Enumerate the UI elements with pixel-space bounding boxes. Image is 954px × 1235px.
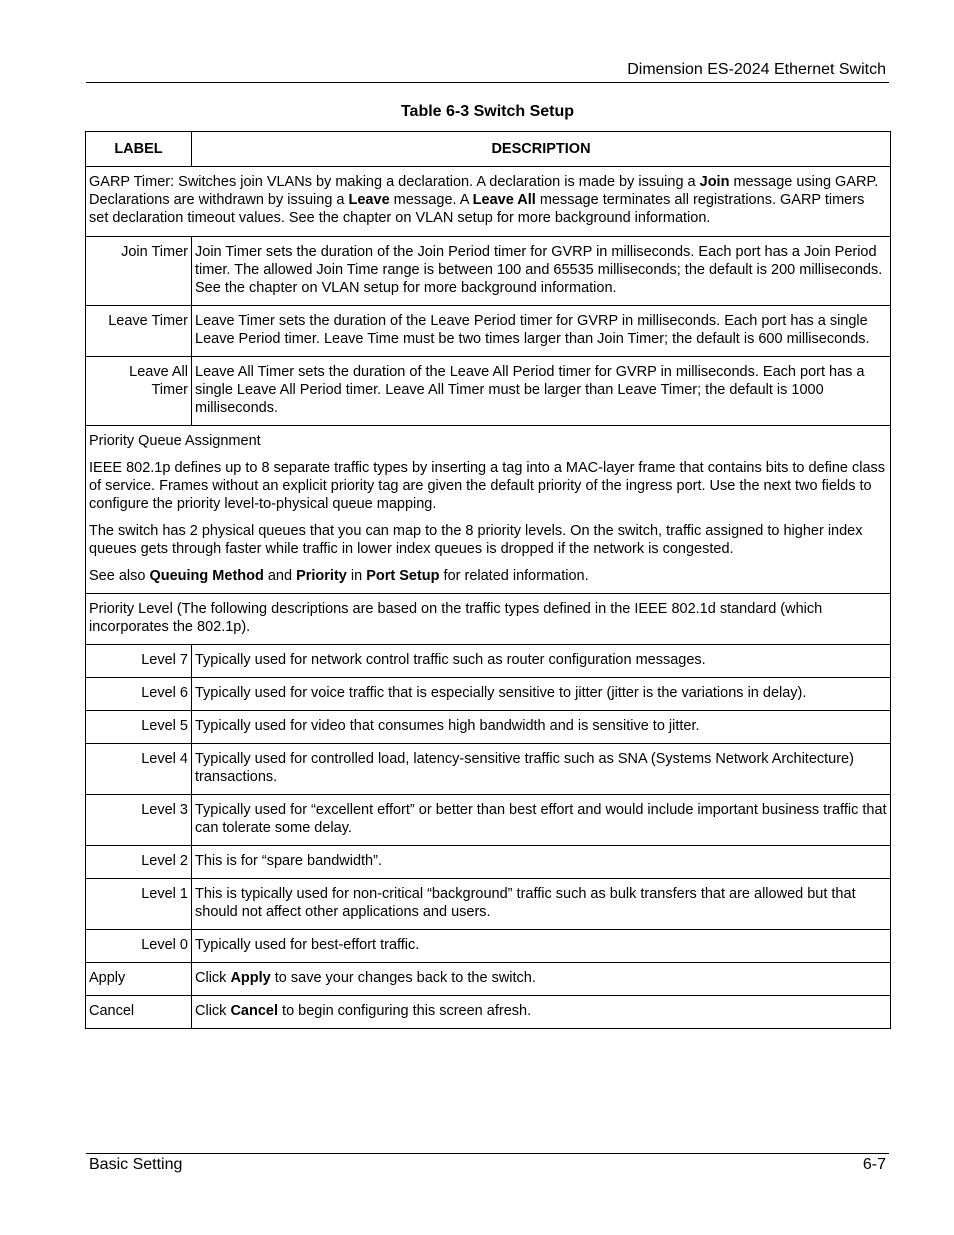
priority-queue-heading: Priority Queue Assignment [89,433,261,449]
see-bold-port-setup: Port Setup [366,568,440,584]
row-description: Typically used for network control traffic such as router configuration messages. [192,645,891,678]
footer-rule [86,1153,889,1154]
table-row-level-5 [86,711,891,744]
row-description: Typically used for “excellent effort” or better than best effort and would include important business traffic that can tolerate some delay. [192,795,891,846]
see-bold-priority: Priority [296,568,347,584]
garp-text-3: message. A [389,192,473,208]
garp-text-4: message terminates all registrations. GARP timers set declaration timeout values. See the chapter on VLAN setup for more background information. [89,192,865,226]
priority-queue-paragraph-1: IEEE 802.1p defines up to 8 separate traffic types by inserting a tag into a MAC-layer frame that contains bits to define class of service. Frames without an explicit priority tag are given the default priority of the ingress port. Use the next two fields to configure the priority level-to-physical queue mapping. [89,460,886,512]
row-label: Apply [86,963,192,996]
apply-text-2: to save your changes back to the switch. [270,970,536,986]
label-column-header: LABEL [86,132,192,167]
row-description [192,996,891,1029]
row-description: Join Timer sets the duration of the Join Period timer for GVRP in milliseconds. Each port has a Join Period timer. The allowed Join Time range is between 100 and 65535 milliseconds; the default is 200 milliseconds. See the chapter on VLAN setup for more background information. [192,237,891,306]
table-row-apply [86,963,891,996]
switch-setup-table [85,131,891,1029]
page-header-title: Dimension ES-2024 Ethernet Switch [627,61,886,78]
row-label: Leave All Timer [86,357,192,426]
see-text-2: and [263,568,297,584]
table-row-level-6 [86,678,891,711]
table-row-level-3 [86,795,891,846]
garp-text-1: GARP Timer: Switches join VLANs by making a declaration. A declaration is made by issuing a [89,174,700,190]
table-row-leave-timer [86,306,891,357]
table-row-join-timer [86,237,891,306]
priority-level-intro: Priority Level (The following descriptions are based on the traffic types defined in the IEEE 802.1d standard (which incorporates the 802.1p). [86,594,891,645]
table-row-level-4 [86,744,891,795]
garp-section-text [86,167,891,237]
row-label: Leave Timer [86,306,192,357]
see-text-4: for related information. [439,568,589,584]
priority-queue-see-also [89,567,887,585]
row-label: Level 4 [86,744,192,795]
cancel-text-2: to begin configuring this screen afresh. [278,1003,532,1019]
see-bold-queuing-method: Queuing Method [149,568,264,584]
row-description [192,963,891,996]
cancel-text-1: Click [195,1003,231,1019]
garp-section-row [86,167,891,237]
garp-text-2: message using GARP. Declarations are withdrawn by issuing a [89,174,879,208]
row-description: Typically used for video that consumes high bandwidth and is sensitive to jitter. [192,711,891,744]
priority-queue-section [86,426,891,594]
garp-bold-leave-all: Leave All [472,192,536,208]
table-row-leave-all-timer [86,357,891,426]
row-label: Level 3 [86,795,192,846]
priority-queue-section-row [86,426,891,594]
row-label: Level 2 [86,846,192,879]
row-description: Typically used for controlled load, latency-sensitive traffic such as SNA (Systems Network Architecture) transactions. [192,744,891,795]
row-description: Leave Timer sets the duration of the Leave Period timer for GVRP in milliseconds. Each port has a single Leave Period timer. Leave Time must be two times larger than Join Timer; the default is 600 milliseconds. [192,306,891,357]
see-text-3: in [346,568,367,584]
row-label: Level 5 [86,711,192,744]
row-label: Level 1 [86,879,192,930]
footer-page-number: 6-7 [862,1156,886,1173]
table-row-level-0 [86,930,891,963]
see-text-1: See also [89,568,150,584]
row-description: Typically used for voice traffic that is especially sensitive to jitter (jitter is the variations in delay). [192,678,891,711]
garp-bold-join: Join [699,174,730,190]
row-label: Join Timer [86,237,192,306]
apply-bold: Apply [230,970,271,986]
priority-queue-paragraph-2: The switch has 2 physical queues that you can map to the 8 priority levels. On the switch, traffic assigned to higher index queues gets through faster while traffic in lower index queues is dropped if the network is congested. [89,523,863,557]
row-label: Cancel [86,996,192,1029]
cancel-bold: Cancel [230,1003,279,1019]
table-row-level-1 [86,879,891,930]
table-row-cancel [86,996,891,1029]
table-row-level-7 [86,645,891,678]
row-description: Leave All Timer sets the duration of the Leave All Period timer for GVRP in milliseconds. Each port has a single Leave All Period timer. Leave All Timer must be larger than Leave Timer; the default is 1000 milliseconds. [192,357,891,426]
row-label: Level 0 [86,930,192,963]
row-label: Level 6 [86,678,192,711]
row-description: This is for “spare bandwidth”. [192,846,891,879]
row-label: Level 7 [86,645,192,678]
table-header-row [86,132,891,167]
footer-section-name: Basic Setting [89,1156,183,1173]
row-description: Typically used for best-effort traffic. [192,930,891,963]
table-caption: Table 6-3 Switch Setup [400,103,575,120]
row-description: This is typically used for non-critical “background” traffic such as bulk transfers that are allowed but that should not affect other applications and users. [192,879,891,930]
priority-level-intro-row [86,594,891,645]
description-column-header: DESCRIPTION [192,132,891,167]
table-row-level-2 [86,846,891,879]
garp-bold-leave: Leave [348,192,390,208]
apply-text-1: Click [195,970,231,986]
header-rule [86,82,889,83]
